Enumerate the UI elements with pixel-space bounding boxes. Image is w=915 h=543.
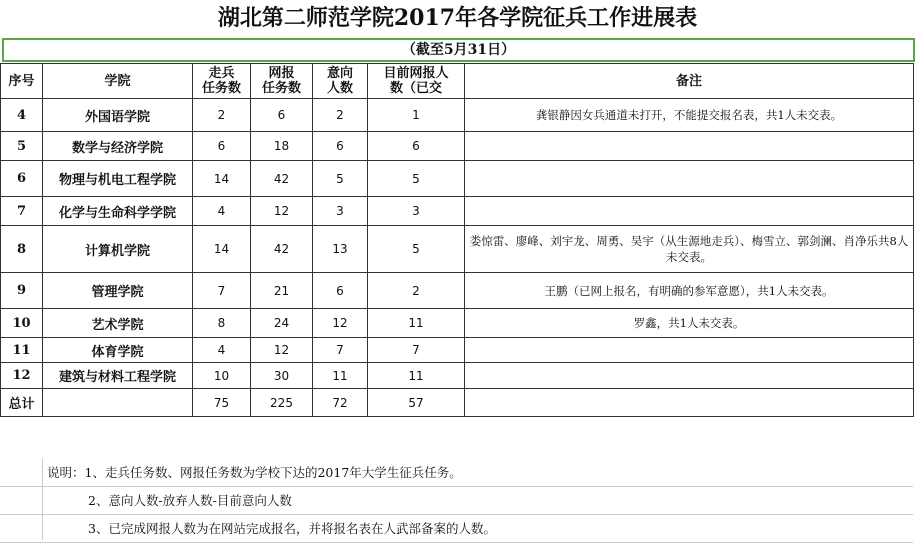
row-remark[interactable] bbox=[465, 197, 914, 226]
row-remark[interactable]: 龚银静因女兵通道未打开，不能提交报名表，共1人未交表。 bbox=[465, 99, 914, 132]
table-row bbox=[1, 226, 914, 273]
row-task2[interactable]: 6 bbox=[251, 99, 313, 132]
row-task1[interactable]: 4 bbox=[193, 338, 251, 363]
row-current[interactable]: 3 bbox=[368, 197, 465, 226]
row-no[interactable]: 9 bbox=[1, 273, 43, 309]
row-remark[interactable] bbox=[465, 338, 914, 363]
row-remark[interactable]: 罗鑫，共1人未交表。 bbox=[465, 309, 914, 338]
total-current[interactable]: 57 bbox=[368, 389, 465, 417]
row-remark[interactable]: 娄惊雷、廖峰、刘宇龙、周勇、吴宇（从生源地走兵）、梅雪立、郭剑澜、肖净乐共8人未交表。 bbox=[465, 226, 914, 273]
header-task1-text: 走兵 任务数 bbox=[201, 66, 241, 96]
note-text-1: 说明：1、走兵任务数、网报任务数为学校下达的2017年大学生征兵任务。 bbox=[47, 465, 462, 480]
row-no[interactable]: 8 bbox=[1, 226, 43, 273]
row-remark[interactable] bbox=[465, 363, 914, 389]
header-task2[interactable] bbox=[251, 64, 313, 99]
total-task2[interactable]: 225 bbox=[251, 389, 313, 417]
row-no[interactable]: 6 bbox=[1, 161, 43, 197]
header-intent[interactable] bbox=[313, 64, 368, 99]
total-label[interactable]: 总计 bbox=[1, 389, 43, 417]
header-task1[interactable] bbox=[193, 64, 251, 99]
row-current[interactable]: 11 bbox=[368, 309, 465, 338]
row-current[interactable]: 2 bbox=[368, 273, 465, 309]
row-college[interactable]: 物理与机电工程学院 bbox=[43, 161, 193, 197]
row-no[interactable]: 5 bbox=[1, 132, 43, 161]
row-task2[interactable]: 42 bbox=[251, 161, 313, 197]
row-intent[interactable]: 6 bbox=[313, 132, 368, 161]
row-college[interactable]: 艺术学院 bbox=[43, 309, 193, 338]
row-task1[interactable]: 10 bbox=[193, 363, 251, 389]
row-current[interactable]: 7 bbox=[368, 338, 465, 363]
header-no[interactable]: 序号 bbox=[1, 64, 43, 99]
row-no[interactable]: 10 bbox=[1, 309, 43, 338]
row-task1[interactable]: 6 bbox=[193, 132, 251, 161]
total-intent[interactable]: 72 bbox=[313, 389, 368, 417]
row-college[interactable]: 建筑与材料工程学院 bbox=[43, 363, 193, 389]
row-college[interactable]: 体育学院 bbox=[43, 338, 193, 363]
row-remark[interactable] bbox=[465, 132, 914, 161]
row-current[interactable]: 5 bbox=[368, 226, 465, 273]
row-remark[interactable] bbox=[465, 161, 914, 197]
row-task1[interactable]: 4 bbox=[193, 197, 251, 226]
row-current[interactable]: 11 bbox=[368, 363, 465, 389]
row-task2[interactable]: 21 bbox=[251, 273, 313, 309]
row-task2[interactable]: 30 bbox=[251, 363, 313, 389]
row-intent[interactable]: 7 bbox=[313, 338, 368, 363]
sheet-title: 湖北第二师范学院2017年各学院征兵工作进展表 bbox=[217, 5, 698, 31]
row-task2[interactable]: 12 bbox=[251, 197, 313, 226]
row-task1[interactable]: 14 bbox=[193, 226, 251, 273]
row-task2[interactable]: 18 bbox=[251, 132, 313, 161]
total-college-cell[interactable] bbox=[43, 389, 193, 417]
header-current[interactable] bbox=[368, 64, 465, 99]
header-row bbox=[1, 64, 914, 99]
row-current[interactable]: 6 bbox=[368, 132, 465, 161]
total-remark[interactable] bbox=[465, 389, 914, 417]
table-row bbox=[1, 161, 914, 197]
row-intent[interactable]: 6 bbox=[313, 273, 368, 309]
note-text-2: 2、意向人数-放弃人数-目前意向人数 bbox=[88, 493, 292, 508]
row-college[interactable]: 计算机学院 bbox=[43, 226, 193, 273]
row-intent[interactable]: 2 bbox=[313, 99, 368, 132]
row-task2[interactable]: 12 bbox=[251, 338, 313, 363]
header-intent-text: 意向 人数 bbox=[326, 66, 353, 96]
row-task1[interactable]: 8 bbox=[193, 309, 251, 338]
row-task1[interactable]: 2 bbox=[193, 99, 251, 132]
progress-table bbox=[0, 63, 914, 417]
row-task2[interactable]: 24 bbox=[251, 309, 313, 338]
row-intent[interactable]: 11 bbox=[313, 363, 368, 389]
notes-area bbox=[0, 459, 913, 543]
row-college[interactable]: 数学与经济学院 bbox=[43, 132, 193, 161]
row-no[interactable]: 7 bbox=[1, 197, 43, 226]
note-line-1[interactable] bbox=[0, 459, 913, 487]
row-no[interactable]: 4 bbox=[1, 99, 43, 132]
table-row bbox=[1, 309, 914, 338]
row-intent[interactable]: 5 bbox=[313, 161, 368, 197]
row-college[interactable]: 管理学院 bbox=[43, 273, 193, 309]
note-text-3: 3、已完成网报人数为在网站完成报名，并将报名表在人武部备案的人数。 bbox=[88, 521, 496, 536]
row-college[interactable]: 外国语学院 bbox=[43, 99, 193, 132]
row-task2[interactable]: 42 bbox=[251, 226, 313, 273]
header-college[interactable]: 学院 bbox=[43, 64, 193, 99]
row-no[interactable]: 12 bbox=[1, 363, 43, 389]
table-row bbox=[1, 363, 914, 389]
table-row bbox=[1, 99, 914, 132]
row-current[interactable]: 1 bbox=[368, 99, 465, 132]
table-row bbox=[1, 132, 914, 161]
header-remark[interactable]: 备注 bbox=[465, 64, 914, 99]
row-intent[interactable]: 13 bbox=[313, 226, 368, 273]
total-row bbox=[1, 389, 914, 417]
row-intent[interactable]: 3 bbox=[313, 197, 368, 226]
row-intent[interactable]: 12 bbox=[313, 309, 368, 338]
header-current-text: 目前网报人 数（已交 bbox=[383, 66, 449, 96]
row-task1[interactable]: 14 bbox=[193, 161, 251, 197]
table-row bbox=[1, 338, 914, 363]
table-row bbox=[1, 197, 914, 226]
header-task2-text: 网报 任务数 bbox=[261, 66, 301, 96]
note-line-2[interactable] bbox=[0, 487, 913, 515]
row-college[interactable]: 化学与生命科学学院 bbox=[43, 197, 193, 226]
row-current[interactable]: 5 bbox=[368, 161, 465, 197]
row-task1[interactable]: 7 bbox=[193, 273, 251, 309]
sheet-subtitle[interactable]: （截至5月31日） bbox=[2, 38, 915, 62]
row-remark[interactable]: 王鹏（已网上报名，有明确的参军意愿），共1人未交表。 bbox=[465, 273, 914, 309]
table-row bbox=[1, 273, 914, 309]
row-no[interactable]: 11 bbox=[1, 338, 43, 363]
total-task1[interactable]: 75 bbox=[193, 389, 251, 417]
note-line-3[interactable] bbox=[0, 515, 913, 543]
